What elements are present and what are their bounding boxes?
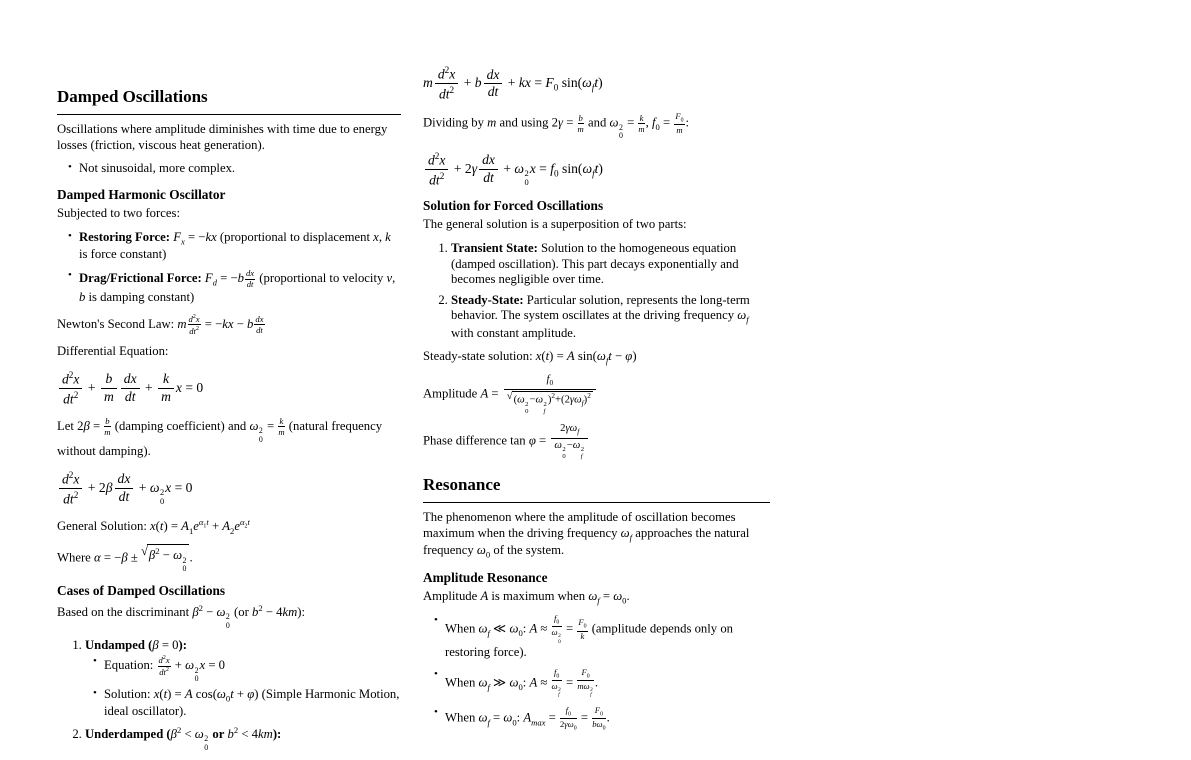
equation-reduced-forced: $\frac{d^2x}{dt^2}$ + 2γ $\frac{dx}{dt}$ + ω 2 0 $x = f_0$ $\sin(\omega_ft)$ bbox=[423, 151, 770, 188]
list-item-omega-much-less: • When $\omega_f$ ≪ $\omega_0$: A ≈ $f_0$ ω 2 0 = $\frac{F_0}{k}$ (amplitude depends only on restoring force). bbox=[445, 614, 770, 661]
paragraph-two-forces: Subjected to two forces: bbox=[57, 206, 180, 221]
equation-differential: $\frac{d^2x}{dt^2}$ + $\frac{b}{m}$ $\frac{dx}{dt}$ + $\frac{k}{m}$ x = 0 bbox=[57, 370, 401, 407]
forced-solution-parts-list bbox=[423, 241, 770, 341]
resonance-conditions-list bbox=[423, 614, 770, 731]
section-title-damped-oscillations: Damped Oscillations bbox=[57, 86, 401, 115]
paragraph-resonance-intro: The phenomenon where the amplitude of oscillation becomes maximum when the driving frequency $\omega_f$ approaches the natural frequency $\omega_0$ of the system. bbox=[423, 509, 750, 560]
case-item-undamped bbox=[85, 638, 401, 720]
left-column bbox=[57, 86, 401, 760]
list-item-omega-much-greater: • When $\omega_f$ ≫ $\omega_0$: A ≈ $f_0$ ω 2 f = $F_0$ mω 2 f . bbox=[445, 668, 770, 699]
case-undamped-solution: • Solution: x(t) = A $\cos(\omega_0t + \varphi)$ (Simple Harmonic Motion, ideal oscillator). bbox=[104, 687, 401, 720]
case-title-underdamped: 2. Underdamped ($\beta^2 < \omega$ 2 0 or $b^2 < 4km$): bbox=[85, 724, 282, 752]
paragraph-where-alpha: Where α = −β ± √ $\beta^2 - \omega$ 2 0 . bbox=[57, 544, 193, 574]
case-title-undamped: 1. Undamped (β = 0): bbox=[85, 637, 187, 652]
case-undamped-equation: • Equation: $\frac{d^2x}{dt^2}$ + ω 2 0 x = 0 bbox=[104, 655, 401, 683]
paragraph-superposition: The general solution is a superposition of two parts: bbox=[423, 217, 687, 232]
paragraph-steady-state-solution: Steady-state solution: x(t) = A $\sin(\omega_ft - \varphi)$ bbox=[423, 349, 637, 366]
equation-forced-oscillation: m $\frac{d^2x}{dt^2}$ + b $\frac{dx}{dt}$ + kx = $F_0$ $\sin(\omega_ft)$ bbox=[423, 65, 603, 102]
case-item-underdamped bbox=[85, 725, 401, 752]
paragraph-dividing-by-m: Dividing by m and using 2γ = $\frac{b}{m}$ and ω 2 0 = $\frac{k}{m}$ , $f_0$ = $\frac{F_0}{m}$ : bbox=[423, 111, 690, 141]
paragraph-amplitude-maximum: Amplitude A is maximum when $\omega_f = \omega_0$. bbox=[423, 589, 630, 606]
list-item-not-sinusoidal: • Not sinusoidal, more complex. bbox=[79, 161, 401, 177]
forces-list bbox=[57, 230, 401, 306]
list-item-steady-state: 2. Steady-State: Particular solution, represents the long-term behavior. The system oscillates at the driving frequency $\omega_f$ with constant amplitude. bbox=[451, 293, 770, 341]
paragraph-let-definitions: Let 2β = $\frac{b}{m}$ (damping coefficient) and ω 2 0 = $\frac{k}{m}$ (natural frequency without damping). bbox=[57, 416, 383, 458]
list-item-omega-equal: • When $\omega_f = \omega_0$: $A_{max}$ = $\frac{f_0}{2\gamma\omega_0}$ = $\frac{F_0}{b\omega_0}$ . bbox=[445, 706, 770, 732]
paragraph-amplitude-formula: Amplitude A = $f_0$ √ (ω 2 0 −ω 2 f )$^2+(2\gamma\omega_f)^2$ bbox=[423, 374, 770, 415]
list-item-transient-state: 1. Transient State: Solution to the homogeneous equation (damped oscillation). This part decays exponentially and becomes negligible over time. bbox=[451, 241, 770, 288]
intro-paragraph: Oscillations where amplitude diminishes with time due to energy losses (friction, viscous heat generation). bbox=[57, 121, 388, 152]
paragraph-discriminant: Based on the discriminant $\beta^2 - \omega$ 2 0 (or $b^2 - 4km$): bbox=[57, 602, 306, 630]
paragraph-newtons-second-law: Newton's Second Law: m $\frac{d^2x}{dt^2}$ = −kx − b $\frac{dx}{dt}$ bbox=[57, 314, 264, 336]
subsection-title-cases-of-damped-oscillations: Cases of Damped Oscillations bbox=[57, 583, 226, 599]
list-item-restoring-force: • Restoring Force: $F_x = -kx$ (proportional to displacement x, k is force constant) bbox=[79, 230, 401, 263]
section-title-resonance: Resonance bbox=[423, 474, 770, 503]
cases-ordered-list bbox=[57, 638, 401, 752]
subsection-title-damped-harmonic-oscillator: Damped Harmonic Oscillator bbox=[57, 186, 226, 202]
case-undamped-details bbox=[85, 655, 401, 719]
paragraph-differential-equation-label: Differential Equation: bbox=[57, 344, 169, 359]
subsection-title-amplitude-resonance: Amplitude Resonance bbox=[423, 569, 548, 585]
paragraph-phase-difference: Phase difference tan φ = $2\gamma\omega_f$ ω 2 0 −ω 2 f bbox=[423, 423, 770, 461]
list-item-drag-force: • Drag/Frictional Force: $F_d = -b$ $\frac{dx}{dt}$ (proportional to velocity v, b is damping constant) bbox=[79, 269, 401, 305]
intro-list bbox=[57, 161, 401, 177]
paragraph-general-solution: General Solution: $x(t) = A_1e^{\alpha_1t} + A_2e^{\alpha_2t}$ bbox=[57, 516, 250, 536]
subsection-title-solution-for-forced-oscillations: Solution for Forced Oscillations bbox=[423, 198, 604, 214]
right-column bbox=[423, 62, 770, 741]
equation-beta-form: $\frac{d^2x}{dt^2}$ + 2β $\frac{dx}{dt}$ + ω 2 0 x = 0 bbox=[57, 470, 401, 507]
